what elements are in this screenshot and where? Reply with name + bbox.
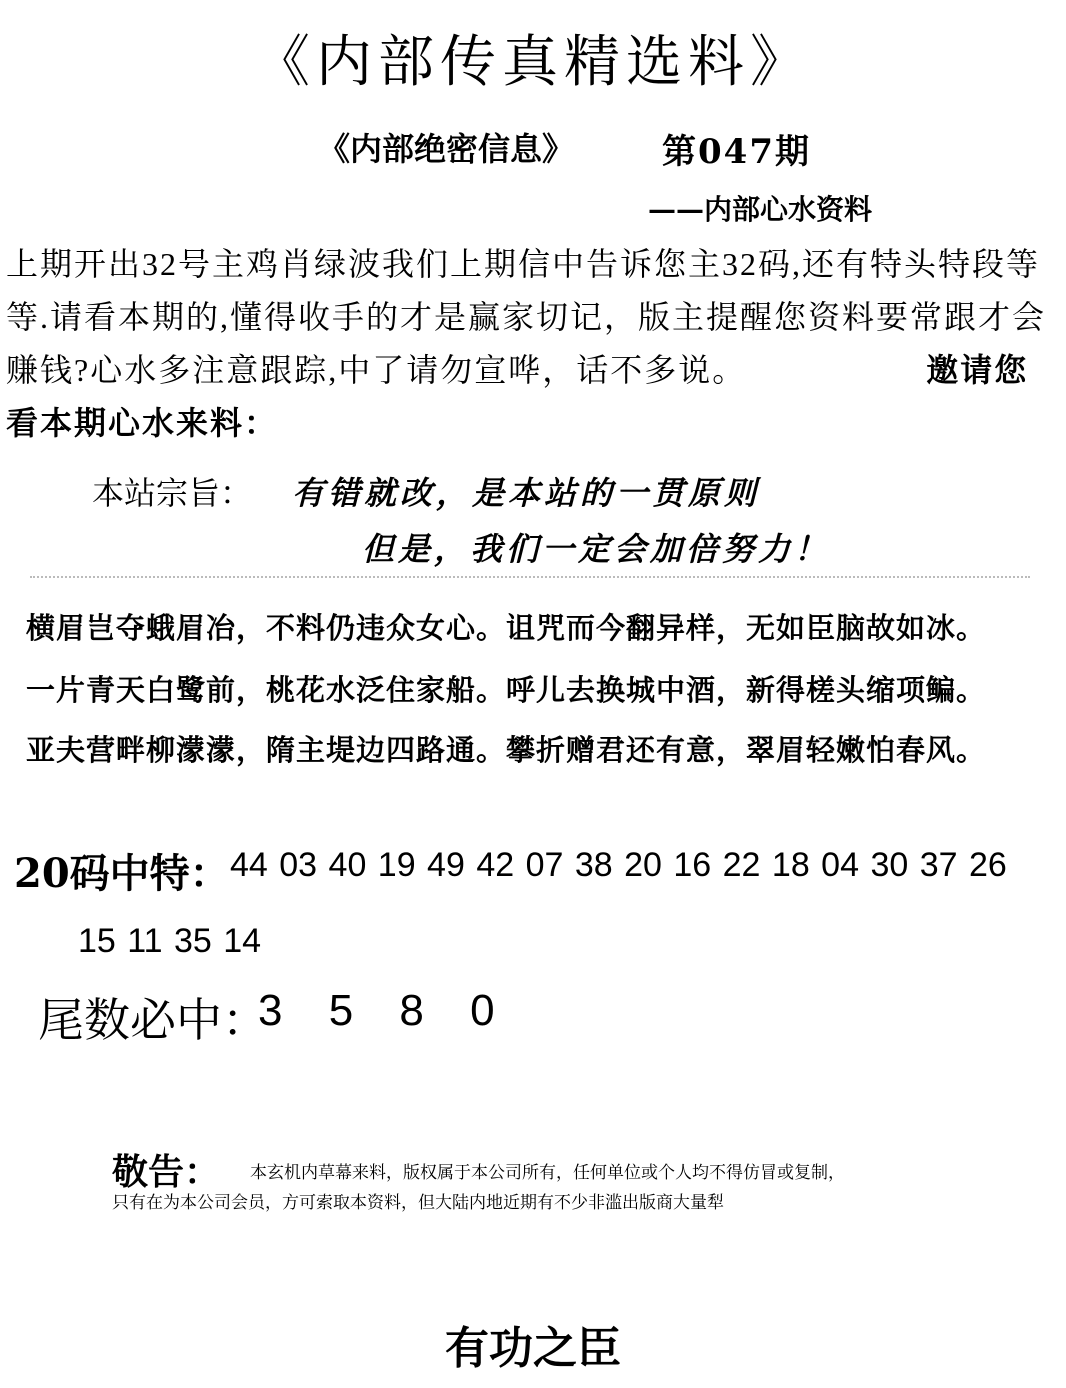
numbers-label: 20码中特： — [14, 850, 230, 897]
numbers-line-1: 44 03 40 19 49 42 07 38 20 16 22 18 04 30 37 26 — [230, 846, 1007, 884]
subtitle-left: 《内部绝密信息》 — [318, 130, 575, 168]
tail-values: 3 5 8 0 — [258, 986, 497, 1035]
issue-number: 第047期 — [662, 132, 811, 172]
poem-line: 亚夫营畔柳濛濛，隋主堤边四路通。攀折赠君还有意，翠眉轻嫩怕春风。 — [26, 733, 987, 767]
motto-line-1: 有错就改，是本站的一贯原则 — [292, 474, 761, 512]
motto-label: 本站宗旨： — [92, 474, 253, 512]
divider — [30, 576, 1030, 580]
intro-text: 上期开出32号主鸡肖绿波我们上期信中告诉您主32码,还有特头特段等等.请看本期的,懂得收手的才是赢家切记，版主提醒您资料要常跟才会赚钱?心水多注意跟踪,中了请勿宣哗，话不多说。 — [6, 246, 1047, 388]
poem-line: 横眉岂夺蛾眉冶，不料仍违众女心。诅咒而今翻异样，无如臣脑故如冰。 — [26, 611, 987, 645]
notice-line-2: 只有在为本公司会员，方可索取本资料，但大陆内地近期有不少非滥出版商大量犁 — [112, 1193, 724, 1213]
footer-title: 有功之臣 — [445, 1323, 621, 1374]
notice-label: 敬告： — [112, 1151, 221, 1193]
invite-text: 邀请您看本期心水来料： — [6, 352, 1029, 441]
tail-label: 尾数必中： — [38, 993, 268, 1047]
subtitle-secondary: ——内部心水资料 — [648, 193, 873, 226]
page-title: 《内部传真精选料》 — [254, 30, 812, 95]
notice-line-1: 本玄机内草幕来料，版权属于本公司所有，任何单位或个人均不得仿冒或复制， — [250, 1163, 845, 1183]
poem-line: 一片青天白鹭前，桃花水泛住家船。呼儿去换城中酒，新得槎头缩项鳊。 — [26, 673, 987, 707]
motto-line-2: 但是，我们一定会加倍努力！ — [362, 530, 831, 568]
intro-paragraph — [6, 238, 1062, 450]
numbers-line-2: 15 11 35 14 — [78, 922, 262, 960]
